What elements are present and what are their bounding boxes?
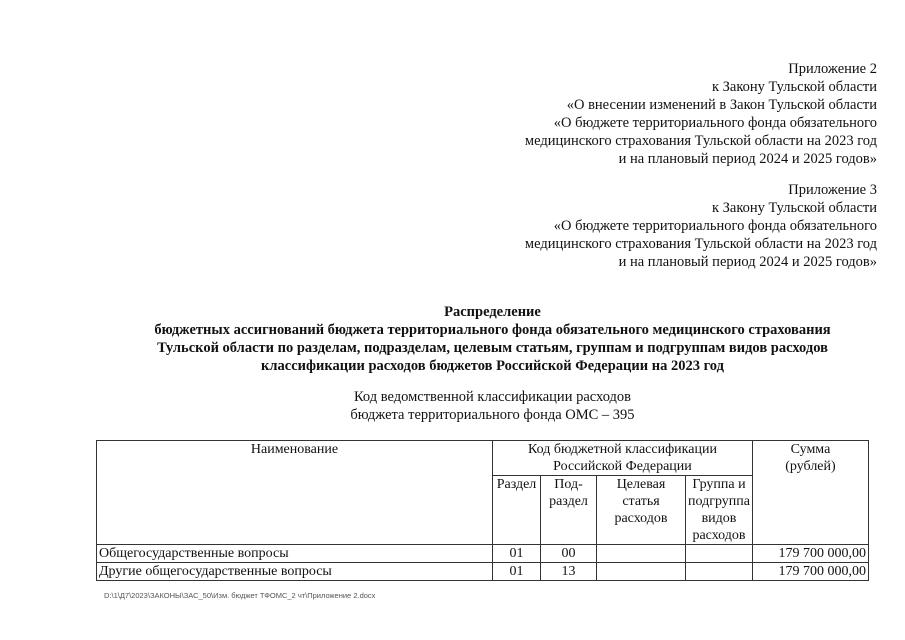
department-code-line: бюджета территориального фонда ОМС – 395 [350,407,635,423]
row-celevaya [597,545,686,563]
title-line: классификации расходов бюджетов Российской Федерации на 2023 год [261,358,724,374]
header-classification: Код бюджетной классификации Российской Федерации [493,441,753,476]
department-code-line: Код ведомственной классификации расходов [353,389,632,405]
row-name: Общегосударственные вопросы [97,545,493,563]
appendix-3-line: медицинского страхования Тульской области на 2023 год [524,236,877,252]
row-celevaya [597,563,686,581]
title-line: Распределение [444,304,541,320]
appendix-2-line: «О внесении изменений в Закон Тульской области [566,97,877,113]
header-summa: Сумма (рублей) [752,441,868,545]
row-summa: 179 700 000,00 [752,563,868,581]
appendix-2-line: «О бюджете территориального фонда обязательного [553,115,877,131]
department-code [0,388,905,424]
appendix-3-line: к Закону Тульской области [711,200,877,216]
row-razdel: 01 [493,563,541,581]
appendix-2-line: медицинского страхования Тульской области на 2023 год [524,133,877,149]
header-gruppa: Группа и подгруппа видов расходов [686,476,753,545]
footer-file-path: D:\1\Д7\2023\ЗАКОНЫ\ЗАС_50\Изм. бюджет ТФОМС_2 чт\Приложение 2.docx [104,591,376,600]
header-razdel: Раздел [493,476,541,545]
appendix-2-header [525,60,877,168]
appendix-3-line: Приложение 3 [788,182,877,198]
title-line: бюджетных ассигнований бюджета территориального фонда обязательного медицинского страхования [154,322,831,338]
budget-table [96,440,869,581]
row-gruppa [686,545,753,563]
appendix-3-header [525,181,877,271]
document-title [0,303,905,375]
appendix-3-line: и на плановый период 2024 и 2025 годов» [618,254,877,270]
header-podrazdel: Под-раздел [541,476,597,545]
appendix-2-line: к Закону Тульской области [711,79,877,95]
appendix-2-line: Приложение 2 [788,61,877,77]
table-row [97,563,869,581]
appendix-3-line: «О бюджете территориального фонда обязательного [553,218,877,234]
row-podrazdel: 13 [541,563,597,581]
row-podrazdel: 00 [541,545,597,563]
title-line: Тульской области по разделам, подразделам, целевым статьям, группам и подгруппам видов расходов [157,340,828,356]
header-celevaya: Целевая статья расходов [597,476,686,545]
row-razdel: 01 [493,545,541,563]
row-name: Другие общегосударственные вопросы [97,563,493,581]
table-row [97,545,869,563]
row-summa: 179 700 000,00 [752,545,868,563]
header-name: Наименование [97,441,493,545]
appendix-2-line: и на плановый период 2024 и 2025 годов» [618,151,877,167]
row-gruppa [686,563,753,581]
